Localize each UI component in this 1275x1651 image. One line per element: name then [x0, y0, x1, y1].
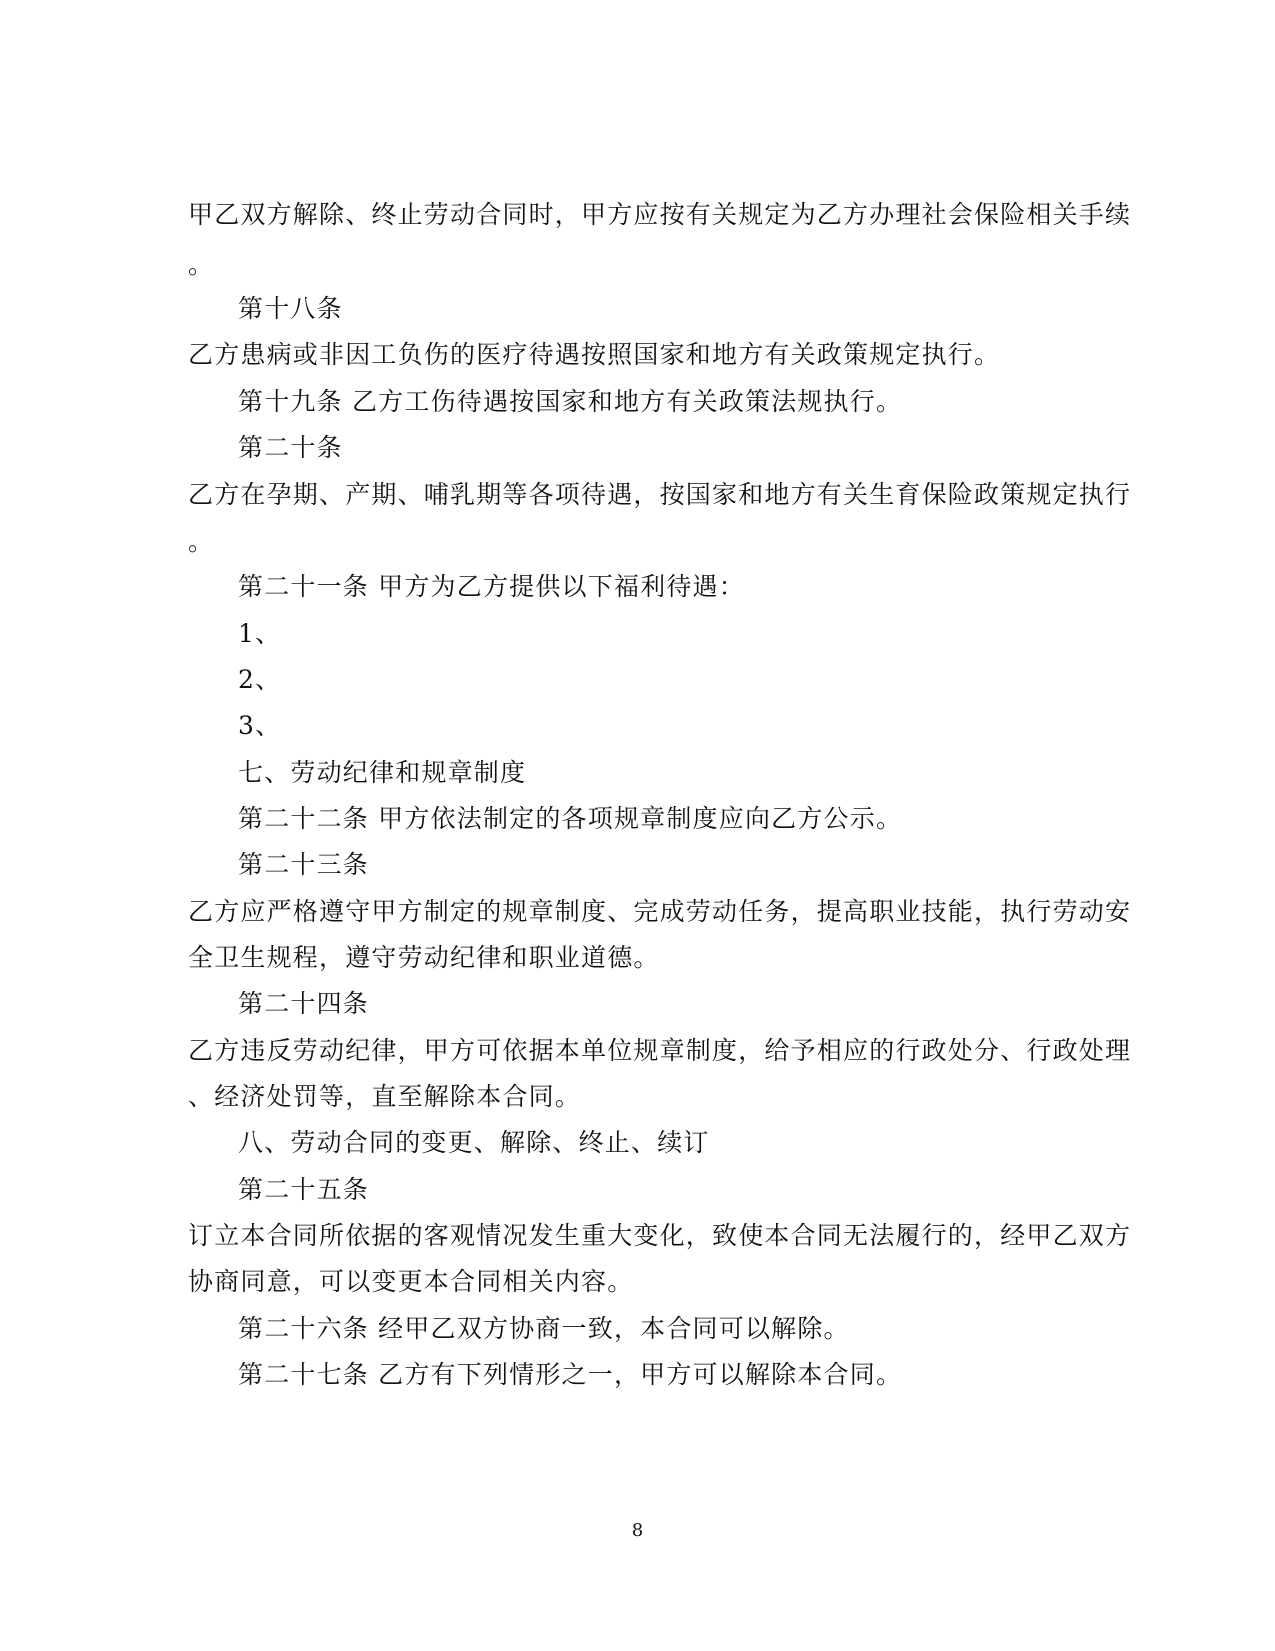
article-line: 第十九条 乙方工伤待遇按国家和地方有关政策法规执行。 — [238, 387, 903, 416]
text-line: 。 — [188, 250, 215, 279]
section-heading: 八、劳动合同的变更、解除、终止、续订 — [238, 1128, 710, 1157]
article-line: 第二十一条 甲方为乙方提供以下福利待遇： — [238, 572, 745, 601]
article-line: 第二十六条 经甲乙双方协商一致，本合同可以解除。 — [238, 1314, 850, 1343]
article-heading: 第十八条 — [238, 294, 343, 323]
article-line: 第二十二条 甲方依法制定的各项规章制度应向乙方公示。 — [238, 804, 903, 833]
text-line: 订立本合同所依据的客观情况发生重大变化，致使本合同无法履行的，经甲乙双方 — [188, 1221, 1132, 1250]
text-line: 乙方应严格遵守甲方制定的规章制度、完成劳动任务，提高职业技能，执行劳动安 — [188, 897, 1132, 926]
list-item: 3、 — [238, 711, 282, 740]
list-item: 1、 — [238, 619, 282, 648]
text-line: 乙方在孕期、产期、哺乳期等各项待遇，按国家和地方有关生育保险政策规定执行 — [188, 480, 1132, 509]
text-line: 乙方违反劳动纪律，甲方可依据本单位规章制度，给予相应的行政处分、行政处理 — [188, 1036, 1132, 1065]
text-line: 。 — [188, 527, 215, 556]
article-heading: 第二十五条 — [238, 1175, 370, 1204]
text-line: 协商同意，可以变更本合同相关内容。 — [188, 1267, 634, 1296]
article-heading: 第二十三条 — [238, 850, 370, 879]
list-item: 2、 — [238, 665, 282, 694]
article-heading: 第二十条 — [238, 433, 343, 462]
article-line: 第二十七条 乙方有下列情形之一，甲方可以解除本合同。 — [238, 1360, 903, 1389]
text-line: 、经济处罚等，直至解除本合同。 — [188, 1082, 582, 1111]
text-line: 乙方患病或非因工负伤的医疗待遇按照国家和地方有关政策规定执行。 — [188, 340, 1001, 369]
page-number: 8 — [631, 1520, 644, 1541]
article-heading: 第二十四条 — [238, 989, 370, 1018]
text-line: 全卫生规程，遵守劳动纪律和职业道德。 — [188, 943, 660, 972]
text-line: 甲乙双方解除、终止劳动合同时，甲方应按有关规定为乙方办理社会保险相关手续 — [188, 200, 1132, 229]
section-heading: 七、劳动纪律和规章制度 — [238, 758, 527, 787]
